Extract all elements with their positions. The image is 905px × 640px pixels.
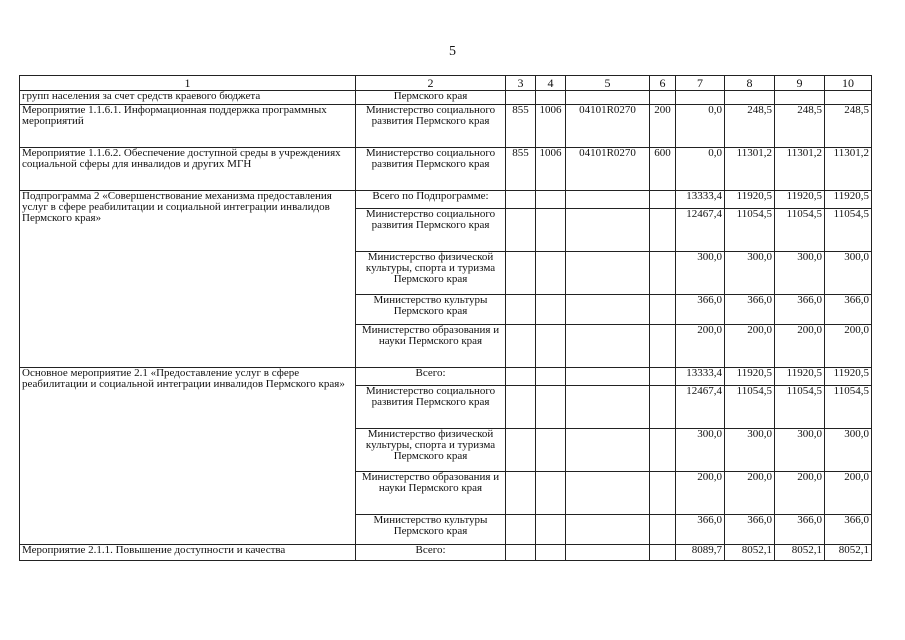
value-col9: 248,5: [775, 105, 825, 148]
value-col7: 366,0: [676, 515, 725, 545]
value-col9: 11920,5: [775, 191, 825, 209]
value-col8: 11920,5: [725, 191, 775, 209]
value-col7: 200,0: [676, 472, 725, 515]
cell: [536, 472, 566, 515]
cell: [536, 191, 566, 209]
executor: Министерство социального развития Пермского края: [356, 386, 506, 429]
cell: [536, 386, 566, 429]
cell: [506, 209, 536, 252]
value-col7: 13333,4: [676, 191, 725, 209]
cell: [650, 515, 676, 545]
value-col9: 366,0: [775, 515, 825, 545]
executor: Всего по Подпрограмме:: [356, 191, 506, 209]
value-col9: 300,0: [775, 429, 825, 472]
table-row: [20, 191, 872, 209]
value-col8: 11301,2: [725, 148, 775, 191]
budget-table: [19, 75, 872, 561]
cell: [536, 325, 566, 368]
value-col10: 366,0: [825, 515, 872, 545]
cell: [506, 472, 536, 515]
value-col8: 300,0: [725, 429, 775, 472]
value-col10: 300,0: [825, 429, 872, 472]
value-col7: 300,0: [676, 429, 725, 472]
cell: [566, 386, 650, 429]
cell: [566, 252, 650, 295]
cell: [566, 295, 650, 325]
cell: [506, 91, 536, 105]
cell: [650, 252, 676, 295]
cell: [536, 429, 566, 472]
expense-type: 600: [650, 148, 676, 191]
cell: [566, 545, 650, 561]
cell: [506, 325, 536, 368]
value-col10: 11301,2: [825, 148, 872, 191]
cell: [650, 295, 676, 325]
value-col7: 300,0: [676, 252, 725, 295]
activity-name: Мероприятие 2.1.1. Повышение доступности и качества: [20, 545, 356, 561]
main-activity-name: Основное мероприятие 2.1 «Предоставление услуг в сфере реабилитации и социальной интеграции инвалидов Пермского края»: [20, 368, 356, 545]
column-header: 6: [650, 76, 676, 91]
executor: Министерство культуры Пермского края: [356, 515, 506, 545]
value-col8: 366,0: [725, 295, 775, 325]
target-code: 04101R0270: [566, 148, 650, 191]
cell: [536, 91, 566, 105]
table-row: [20, 91, 872, 105]
target-code: 04101R0270: [566, 105, 650, 148]
table-row: [20, 148, 872, 191]
cell: [650, 429, 676, 472]
executor: Министерство образования и науки Пермского края: [356, 472, 506, 515]
value-col8: 248,5: [725, 105, 775, 148]
cell: [566, 325, 650, 368]
table-row: [20, 368, 872, 386]
value-col8: 8052,1: [725, 545, 775, 561]
cell: [566, 368, 650, 386]
table-row: [20, 545, 872, 561]
value-col9: 11054,5: [775, 386, 825, 429]
cell: [566, 191, 650, 209]
value-col10: 11920,5: [825, 191, 872, 209]
cell: [506, 191, 536, 209]
column-header: 1: [20, 76, 356, 91]
cell: [775, 91, 825, 105]
value-col10: 11054,5: [825, 386, 872, 429]
activity-name: групп населения за счет средств краевого бюджета: [20, 91, 356, 105]
value-col9: 200,0: [775, 472, 825, 515]
cell: [650, 472, 676, 515]
value-col9: 366,0: [775, 295, 825, 325]
column-header: 2: [356, 76, 506, 91]
cell: [536, 368, 566, 386]
activity-name: Мероприятие 1.1.6.1. Информационная поддержка программных мероприятий: [20, 105, 356, 148]
executor: Министерство образования и науки Пермского края: [356, 325, 506, 368]
cell: [650, 325, 676, 368]
value-col7: 8089,7: [676, 545, 725, 561]
section-code: 1006: [536, 148, 566, 191]
subprogram-name: Подпрограмма 2 «Совершенствование механизма предоставления услуг в сфере реабилитации и социальной интеграции инвалидов Пермского края»: [20, 191, 356, 368]
value-col8: 200,0: [725, 472, 775, 515]
value-col8: 366,0: [725, 515, 775, 545]
cell: [676, 91, 725, 105]
cell: [566, 472, 650, 515]
value-col9: 11054,5: [775, 209, 825, 252]
value-col9: 8052,1: [775, 545, 825, 561]
executor: Министерство социального развития Пермского края: [356, 105, 506, 148]
cell: [506, 368, 536, 386]
column-header: 4: [536, 76, 566, 91]
value-col9: 11301,2: [775, 148, 825, 191]
executor: Министерство культуры Пермского края: [356, 295, 506, 325]
page-number: 5: [449, 44, 456, 59]
expense-type: 200: [650, 105, 676, 148]
value-col10: 366,0: [825, 295, 872, 325]
cell: [506, 515, 536, 545]
table-row: [20, 105, 872, 148]
cell: [650, 209, 676, 252]
value-col7: 0,0: [676, 105, 725, 148]
cell: [650, 368, 676, 386]
cell: [650, 91, 676, 105]
cell: [536, 252, 566, 295]
cell: [506, 429, 536, 472]
column-header: 8: [725, 76, 775, 91]
column-header: 5: [566, 76, 650, 91]
cell: [536, 209, 566, 252]
table-header-row: [20, 76, 872, 91]
activity-name: Мероприятие 1.1.6.2. Обеспечение доступной среды в учреждениях социальной сферы для инвалидов и других МГН: [20, 148, 356, 191]
value-col9: 300,0: [775, 252, 825, 295]
executor: Всего:: [356, 545, 506, 561]
value-col8: 11054,5: [725, 209, 775, 252]
value-col7: 200,0: [676, 325, 725, 368]
executor: Министерство социального развития Пермского края: [356, 209, 506, 252]
ministry-code: 855: [506, 105, 536, 148]
value-col8: 300,0: [725, 252, 775, 295]
value-col7: 12467,4: [676, 209, 725, 252]
column-header: 7: [676, 76, 725, 91]
value-col7: 366,0: [676, 295, 725, 325]
value-col10: 200,0: [825, 472, 872, 515]
executor: Всего:: [356, 368, 506, 386]
cell: [536, 545, 566, 561]
value-col8: 11920,5: [725, 368, 775, 386]
cell: [566, 91, 650, 105]
cell: [825, 91, 872, 105]
value-col8: 200,0: [725, 325, 775, 368]
value-col10: 300,0: [825, 252, 872, 295]
value-col10: 11054,5: [825, 209, 872, 252]
cell: [536, 515, 566, 545]
cell: [506, 545, 536, 561]
cell: [566, 429, 650, 472]
ministry-code: 855: [506, 148, 536, 191]
cell: [650, 545, 676, 561]
value-col10: 8052,1: [825, 545, 872, 561]
column-header: 9: [775, 76, 825, 91]
executor: Пермского края: [356, 91, 506, 105]
executor: Министерство физической культуры, спорта и туризма Пермского края: [356, 429, 506, 472]
value-col10: 248,5: [825, 105, 872, 148]
column-header: 3: [506, 76, 536, 91]
value-col10: 200,0: [825, 325, 872, 368]
cell: [650, 386, 676, 429]
cell: [506, 386, 536, 429]
cell: [506, 295, 536, 325]
value-col7: 0,0: [676, 148, 725, 191]
cell: [725, 91, 775, 105]
executor: Министерство социального развития Пермского края: [356, 148, 506, 191]
value-col7: 12467,4: [676, 386, 725, 429]
section-code: 1006: [536, 105, 566, 148]
cell: [506, 252, 536, 295]
cell: [650, 191, 676, 209]
value-col9: 11920,5: [775, 368, 825, 386]
value-col8: 11054,5: [725, 386, 775, 429]
value-col9: 200,0: [775, 325, 825, 368]
column-header: 10: [825, 76, 872, 91]
cell: [566, 515, 650, 545]
value-col10: 11920,5: [825, 368, 872, 386]
cell: [566, 209, 650, 252]
value-col7: 13333,4: [676, 368, 725, 386]
cell: [536, 295, 566, 325]
executor: Министерство физической культуры, спорта и туризма Пермского края: [356, 252, 506, 295]
